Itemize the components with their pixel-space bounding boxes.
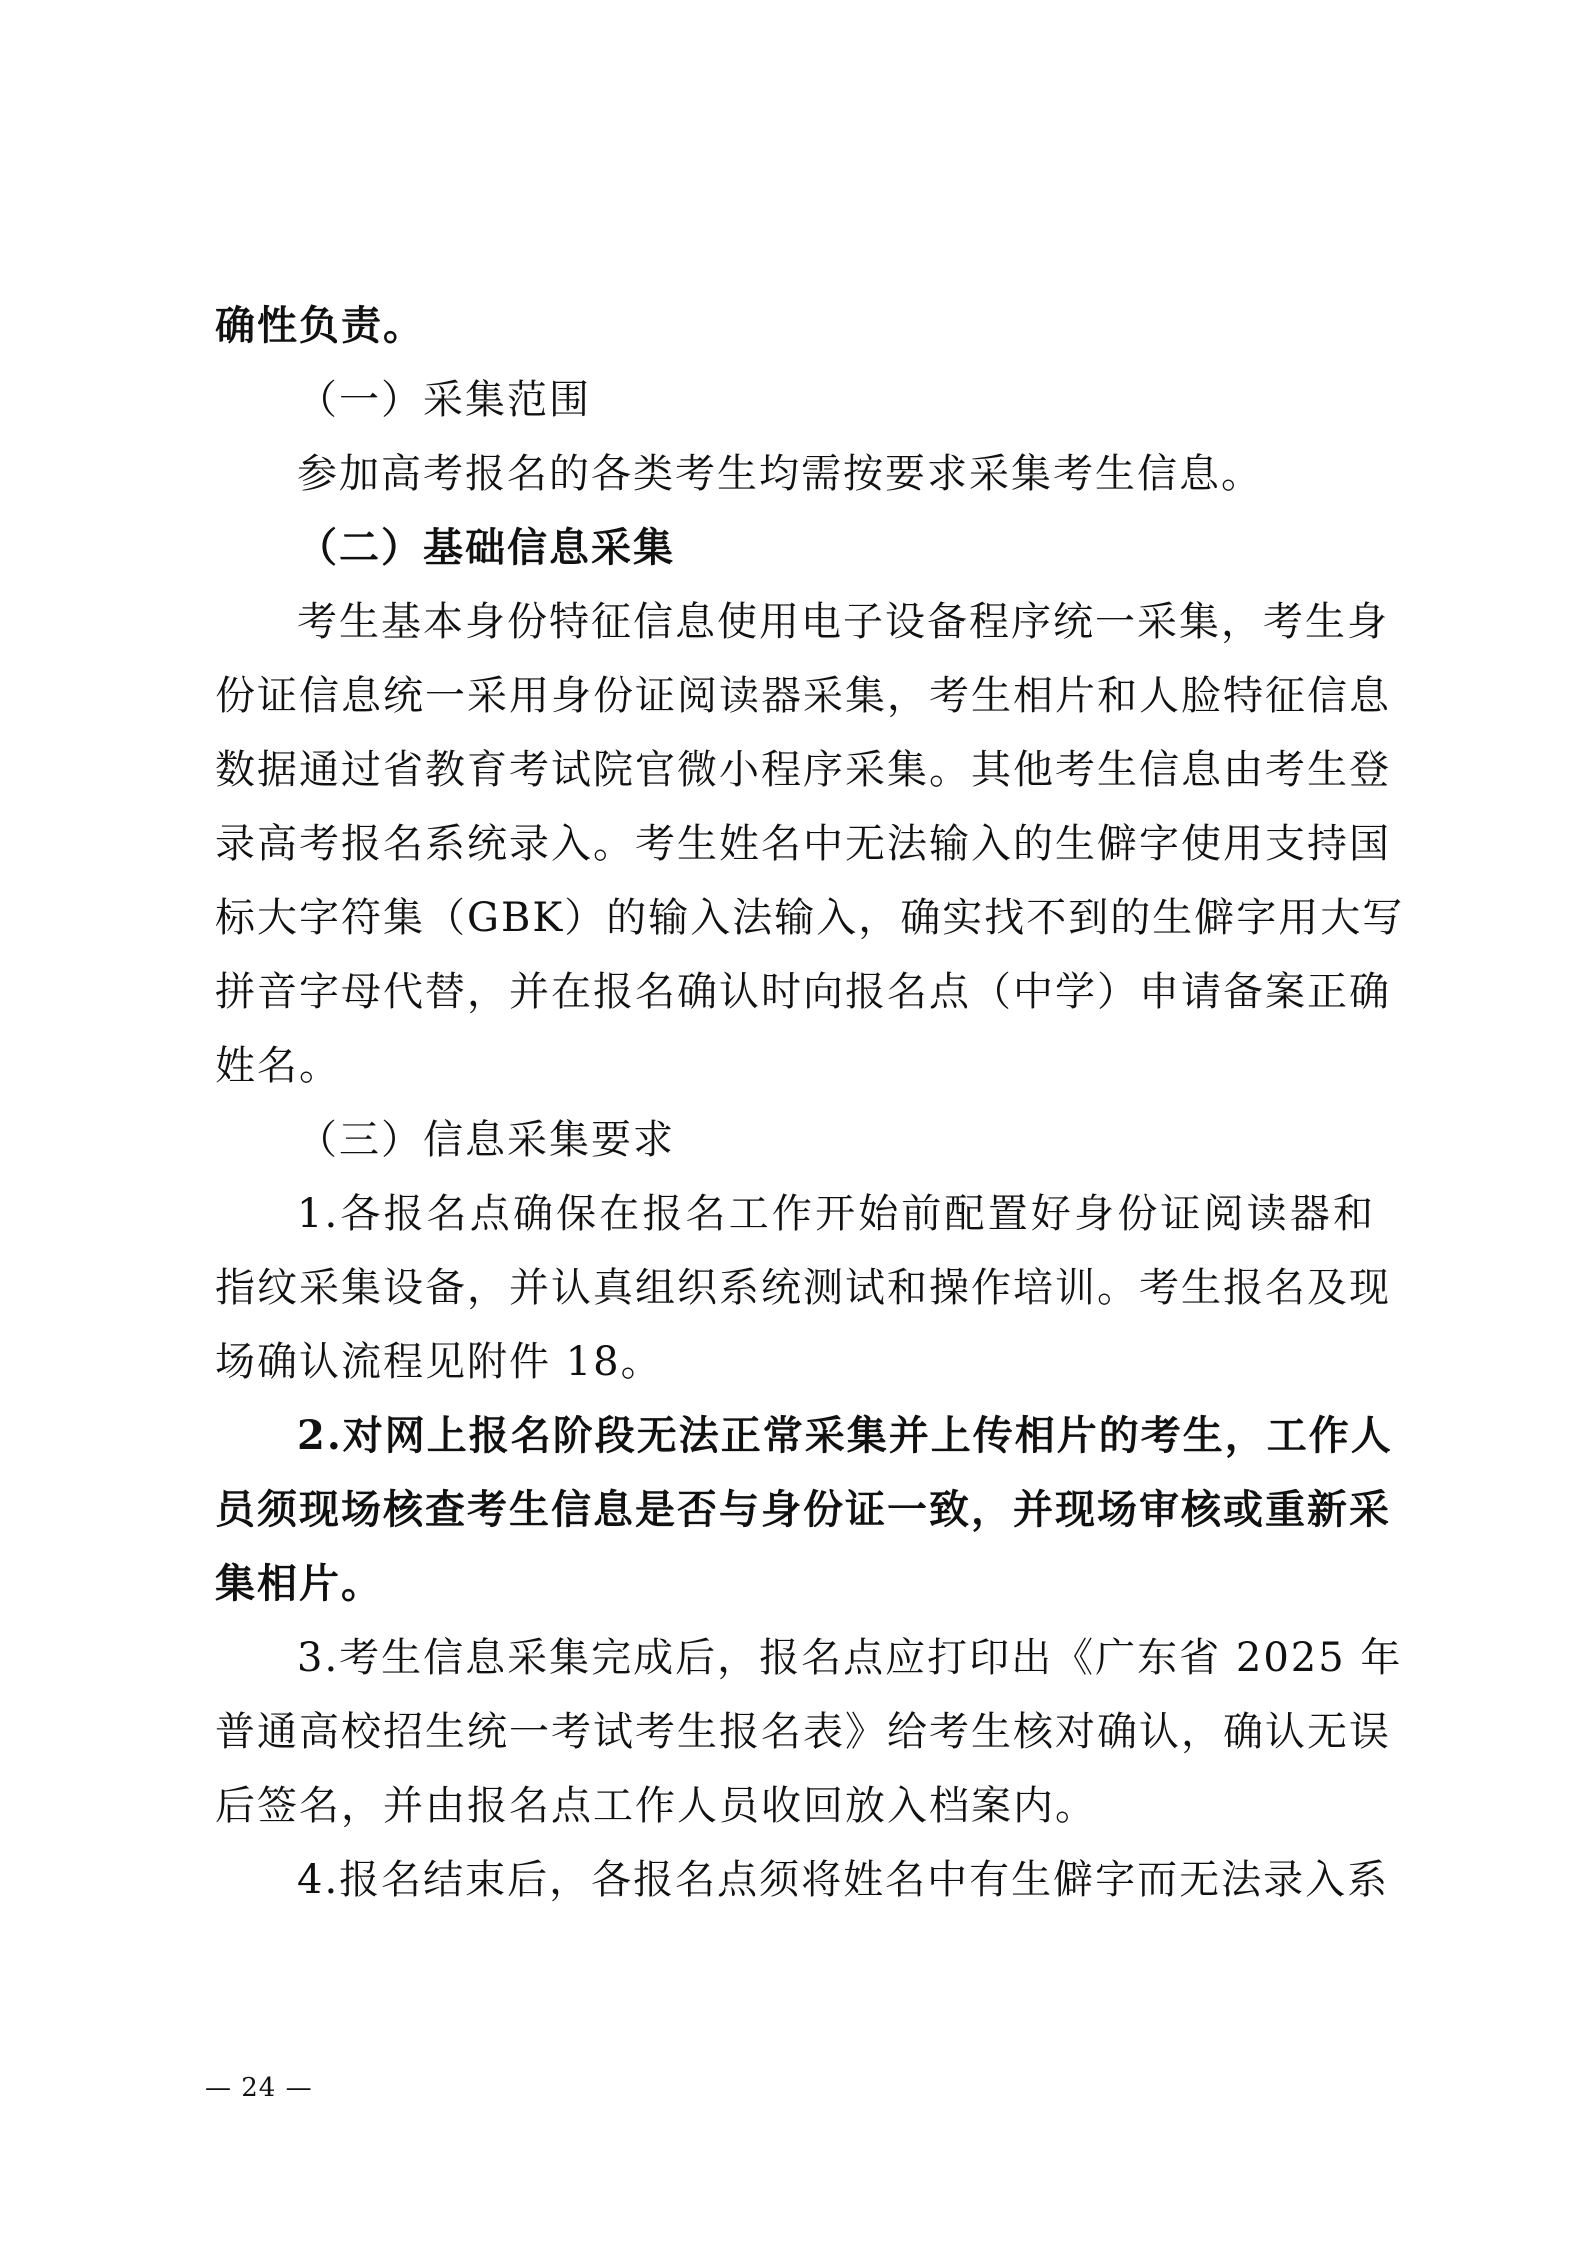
paragraph-line: 普通高校招生统一考试考生报名表》给考生核对确认，确认无误 [215, 1709, 1391, 1755]
paragraph-line-emphasis: 2.对网上报名阶段无法正常采集并上传相片的考生，工作人 [297, 1412, 1393, 1459]
paragraph-line-emphasis: 员须现场核查考生信息是否与身份证一致，并现场审核或重新采 [215, 1486, 1391, 1533]
paragraph-line-emphasis: 集相片。 [215, 1560, 383, 1607]
section-heading-basic-info: （二）基础信息采集 [297, 524, 675, 571]
paragraph-line: 场确认流程见附件 18。 [215, 1339, 663, 1385]
paragraph-line: 4.报名结束后，各报名点须将姓名中有生僻字而无法录入系 [297, 1857, 1390, 1903]
paragraph-line: 数据通过省教育考试院官微小程序采集。其他考生信息由考生登 [215, 747, 1391, 793]
paragraph-line: 姓名。 [215, 1043, 341, 1089]
paragraph-line: 确性负责。 [215, 302, 425, 349]
paragraph-line: 拼音字母代替，并在报名确认时向报名点（中学）申请备案正确 [215, 969, 1391, 1015]
paragraph-line: 考生基本身份特征信息使用电子设备程序统一采集，考生身 [297, 599, 1389, 645]
paragraph-line: 指纹采集设备，并认真组织系统测试和操作培训。考生报名及现 [215, 1265, 1391, 1311]
paragraph-line: 参加高考报名的各类考生均需按要求采集考生信息。 [297, 451, 1263, 497]
section-heading-collection-scope: （一）采集范围 [297, 377, 591, 423]
paragraph-line: 3.考生信息采集完成后，报名点应打印出《广东省 2025 年 [297, 1635, 1403, 1681]
paragraph-line: 份证信息统一采用身份证阅读器采集，考生相片和人脸特征信息 [215, 673, 1391, 719]
paragraph-line: 标大字符集（GBK）的输入法输入，确实找不到的生僻字用大写 [215, 895, 1405, 941]
page-number: — 24 — [205, 2073, 313, 2103]
paragraph-line: 录高考报名系统录入。考生姓名中无法输入的生僻字使用支持国 [215, 821, 1391, 867]
paragraph-line: 1.各报名点确保在报名工作开始前配置好身份证阅读器和 [297, 1191, 1375, 1237]
section-heading-requirements: （三）信息采集要求 [297, 1117, 675, 1163]
paragraph-line: 后签名，并由报名点工作人员收回放入档案内。 [215, 1783, 1097, 1829]
